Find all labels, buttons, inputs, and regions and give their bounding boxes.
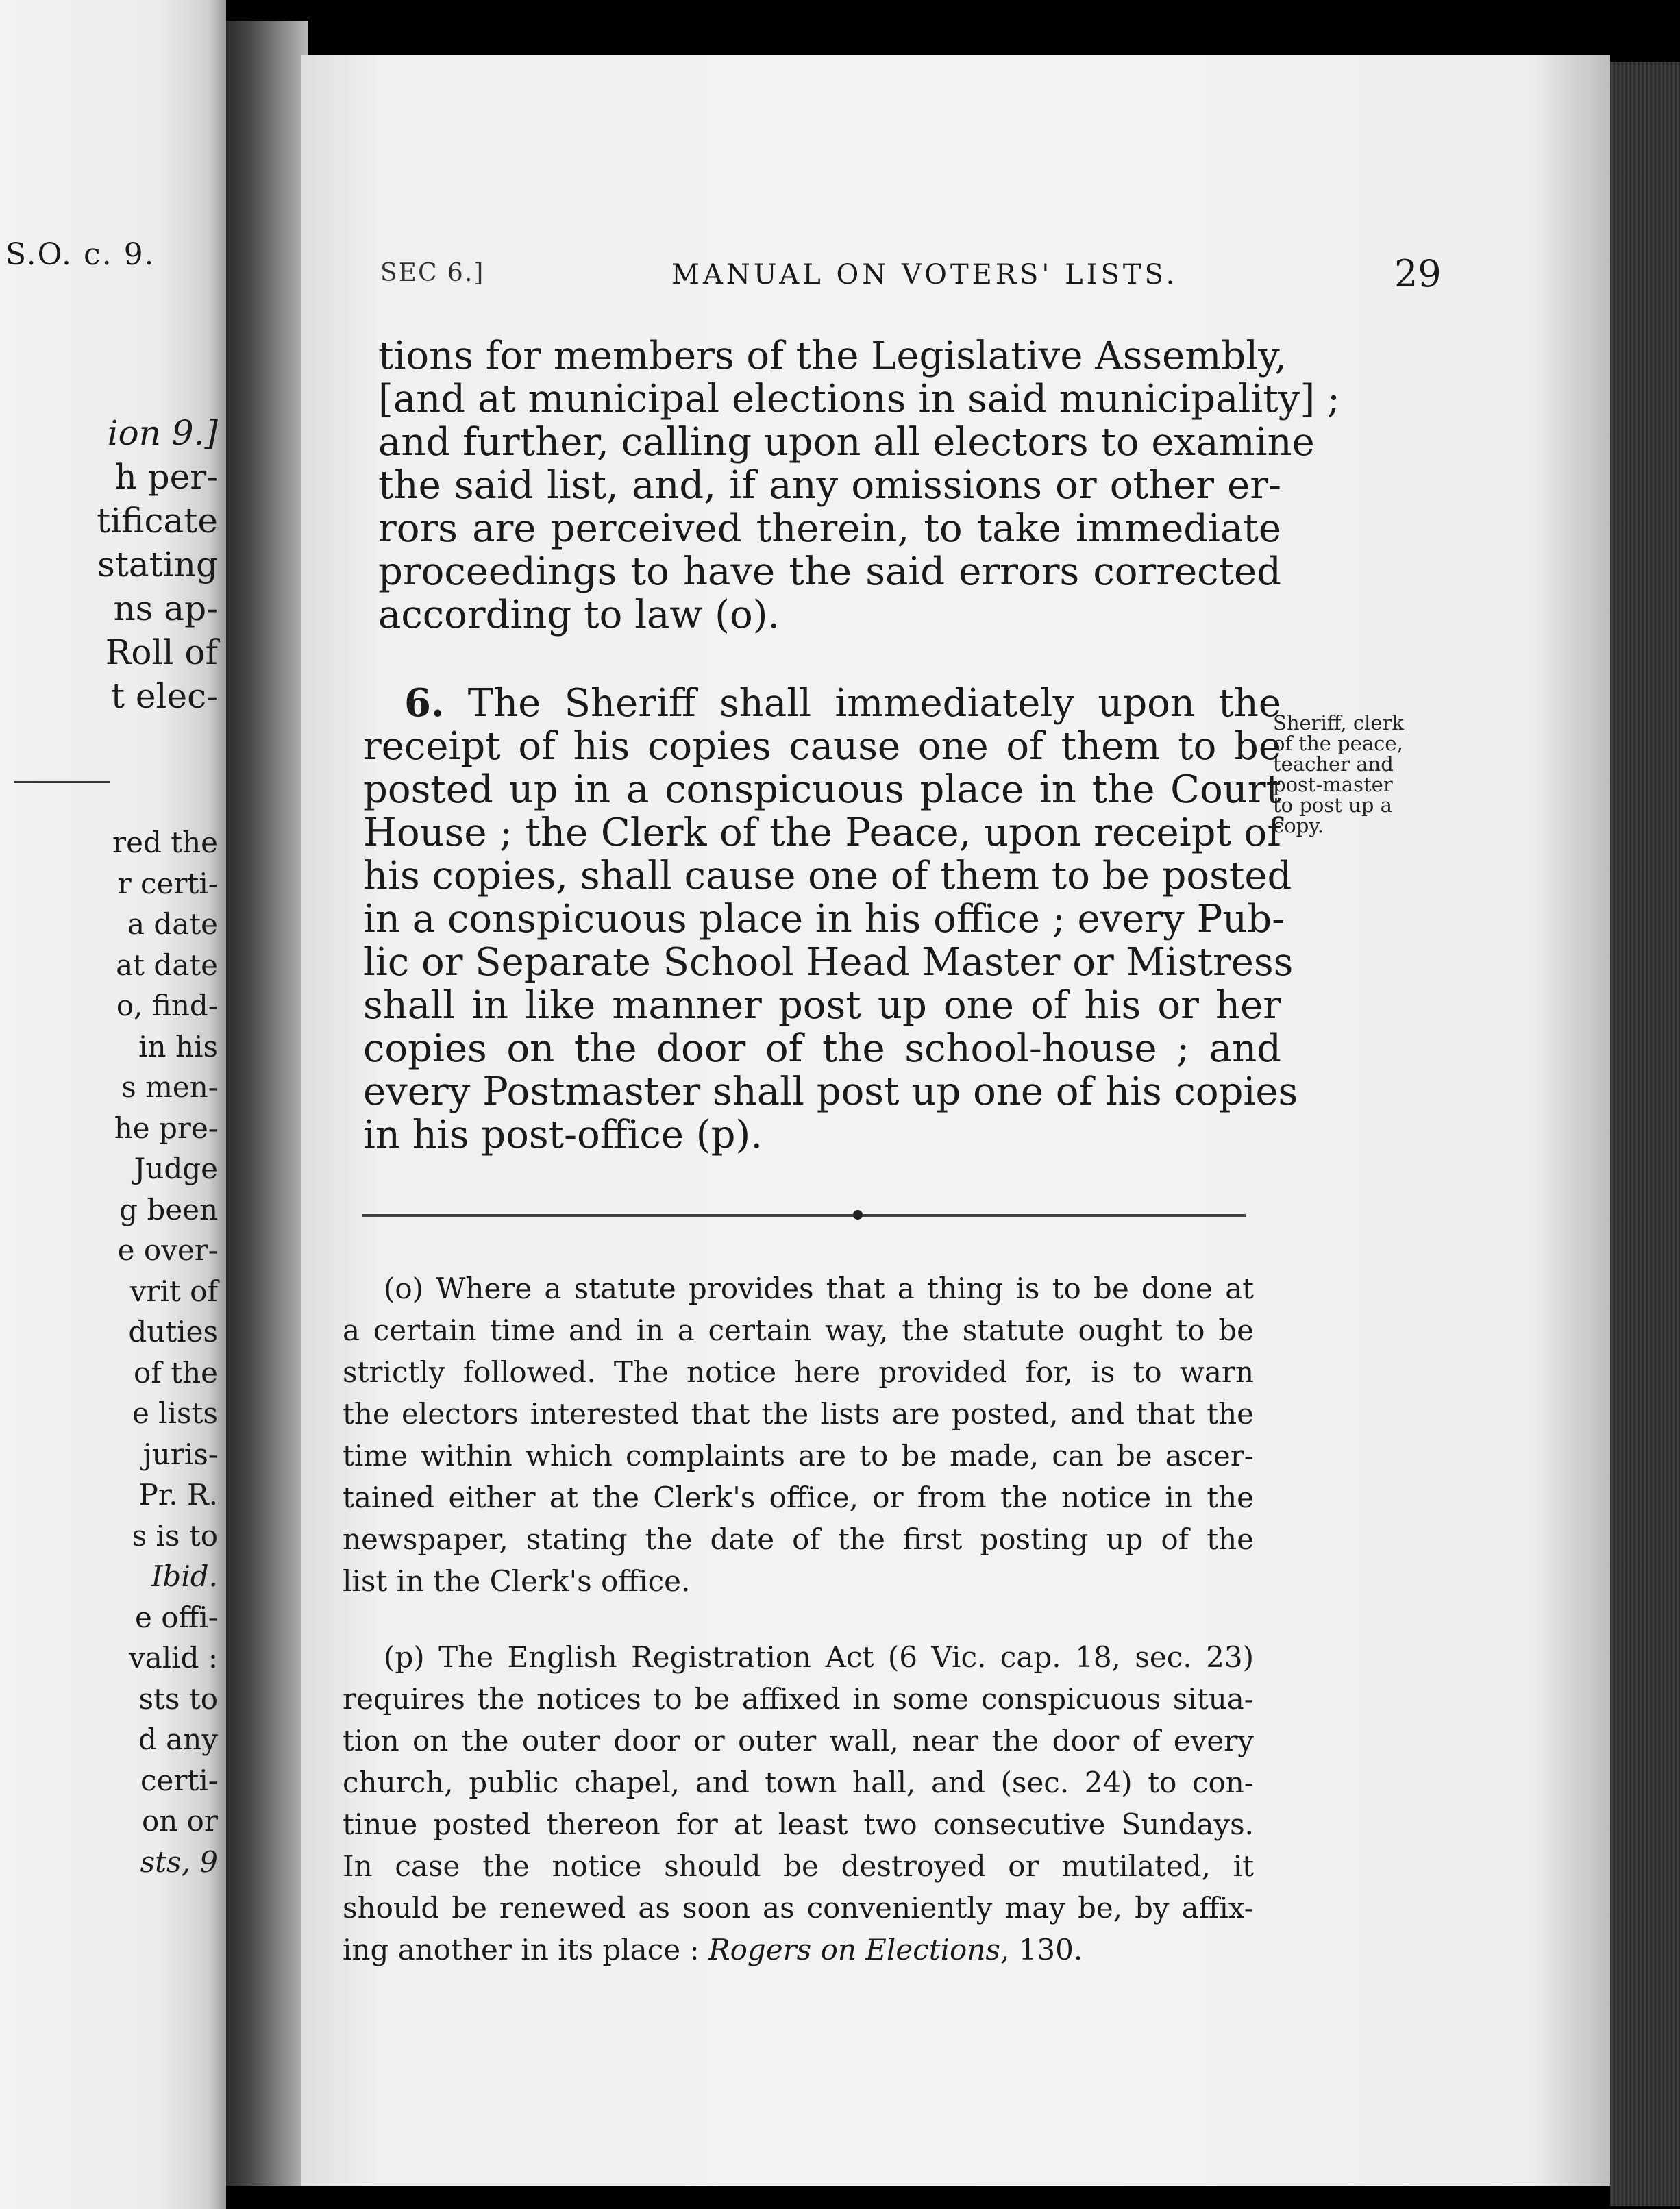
left-text-line: Ibid. xyxy=(151,1559,218,1593)
page-number: 29 xyxy=(1394,252,1442,295)
footnote-line: tained either at the Clerk's office, or from the notice in the xyxy=(343,1481,1254,1514)
left-text-line: valid : xyxy=(128,1641,218,1675)
running-title: MANUAL ON VOTERS' LISTS. xyxy=(671,259,1178,291)
left-page-header: S.O. c. 9. xyxy=(5,237,156,272)
footnote-line: strictly followed. The notice here provided for, is to warn xyxy=(343,1355,1254,1389)
text-line: shall in like manner post up one of his or her xyxy=(363,983,1281,1028)
citation: Rogers on Elections xyxy=(708,1933,1000,1966)
footnote-line: list in the Clerk's office. xyxy=(343,1564,691,1598)
footnote-line: tion on the outer door or outer wall, near the door of every xyxy=(343,1724,1254,1757)
text-line: House ; the Clerk of the Peace, upon receipt of xyxy=(363,811,1281,855)
section-reference: SEC 6.] xyxy=(380,259,485,287)
left-text-line: ns ap- xyxy=(113,589,218,628)
left-text-line: Roll of xyxy=(105,632,218,672)
left-text-line: o, find- xyxy=(116,989,218,1022)
left-text-line: sts, 9 xyxy=(140,1844,218,1879)
footnote-line xyxy=(343,1929,1254,1971)
text-line: proceedings to have the said errors corrected xyxy=(378,550,1281,594)
page-edges xyxy=(1610,62,1680,2206)
footnote-text: ing another in its place : xyxy=(343,1933,708,1966)
text-line: in a conspicuous place in his office ; every Pub- xyxy=(363,897,1285,941)
left-text-line: red the xyxy=(112,826,218,859)
text-line: tions for members of the Legislative Assembly, xyxy=(378,334,1287,378)
left-text-line: h per- xyxy=(114,457,218,497)
footnote-line: should be renewed as soon as conveniently may be, by affix- xyxy=(343,1891,1254,1925)
left-text-line: e offi- xyxy=(135,1600,218,1634)
left-text-line: he pre- xyxy=(114,1111,218,1145)
footnote-line: (o) Where a statute provides that a thing is to be done at xyxy=(384,1272,1254,1305)
left-page-footnote-text xyxy=(7,822,226,1882)
footnote-rule xyxy=(362,1214,1246,1217)
left-text-line: s is to xyxy=(132,1518,218,1553)
footnotes xyxy=(343,1268,1254,1971)
text-line: lic or Separate School Head Master or Mistress xyxy=(363,940,1294,985)
left-text-line: t elec- xyxy=(110,676,218,716)
left-text-line: s men- xyxy=(121,1070,218,1104)
text-line: his copies, shall cause one of them to be posted xyxy=(363,854,1292,898)
footnote-rule-ornament xyxy=(853,1210,863,1220)
left-text-line: d any xyxy=(138,1723,218,1756)
left-footnote-rule xyxy=(14,781,110,783)
text-line: [and at municipal elections in said municipality] ; xyxy=(378,377,1340,421)
footnote-line: In case the notice should be destroyed or mutilated, it xyxy=(343,1849,1254,1883)
text-line: the said list, and, if any omissions or other er- xyxy=(378,463,1281,508)
left-text-line: certi- xyxy=(140,1763,218,1797)
left-text-line: Judge xyxy=(134,1152,218,1185)
footnote-line: a certain time and in a certain way, the statute ought to be xyxy=(343,1313,1254,1347)
left-text-line: stating xyxy=(97,545,218,584)
left-text-line: tificate xyxy=(97,501,218,541)
text-line: every Postmaster shall post up one of his copies xyxy=(363,1070,1298,1114)
paragraph-continued xyxy=(378,334,1340,637)
footnote-line: (p) The English Registration Act (6 Vic. cap. 18, sec. 23) xyxy=(384,1640,1254,1674)
text-line: according to law (o). xyxy=(378,593,780,637)
footnote-line: the electors interested that the lists are posted, and that the xyxy=(343,1397,1254,1431)
footnote-o xyxy=(343,1268,1254,1602)
marginal-note: Sheriff, clerk of the peace, teacher and post-master to post up a copy. xyxy=(1273,711,1404,837)
footnote-text: , 130. xyxy=(1000,1933,1083,1966)
left-text-line: duties xyxy=(128,1315,218,1348)
footnote-line: newspaper, stating the date of the first posting up of the xyxy=(343,1522,1254,1556)
section-6-paragraph xyxy=(363,680,1298,1157)
text-line: and further, calling upon all electors to examine xyxy=(378,420,1315,465)
left-text-line: r certi- xyxy=(117,866,218,900)
left-text-line: Pr. R. xyxy=(138,1478,218,1511)
left-text-line: sts to xyxy=(138,1681,218,1716)
left-text-line: at date xyxy=(116,948,218,982)
first-line-text: The Sheriff shall immediately upon the xyxy=(444,681,1281,726)
footnote-p xyxy=(343,1636,1254,1971)
left-text-line: g been xyxy=(119,1192,218,1226)
left-text-line: e lists xyxy=(132,1396,218,1430)
footnote-line: time within which complaints are to be made, can be ascer- xyxy=(343,1439,1254,1472)
left-page-top-text xyxy=(7,411,226,718)
text-line: posted up in a conspicuous place in the Court xyxy=(363,767,1281,812)
footnote-line: requires the notices to be affixed in some conspicuous situa- xyxy=(343,1682,1254,1716)
footnote-line: tinue posted thereon for at least two consecutive Sundays. xyxy=(343,1807,1254,1841)
left-text-line: e over- xyxy=(117,1233,218,1267)
section-number: 6. xyxy=(404,680,445,726)
running-head xyxy=(380,252,1442,303)
left-text-line: vrit of xyxy=(129,1274,218,1308)
left-text-line: of the xyxy=(134,1355,218,1390)
left-page-fragment xyxy=(0,0,226,2209)
left-text-line: on or xyxy=(141,1804,218,1838)
text-line: in his post-office (p). xyxy=(363,1113,763,1157)
footnote-line: church, public chapel, and town hall, and (sec. 24) to con- xyxy=(343,1766,1254,1799)
left-text-line: in his xyxy=(138,1029,218,1063)
text-line xyxy=(363,682,1281,725)
left-text-line: a date xyxy=(127,907,218,941)
text-line: copies on the door of the school-house ; and xyxy=(363,1026,1281,1071)
book-gutter xyxy=(226,21,308,2186)
text-line: rors are perceived therein, to take immediate xyxy=(378,506,1281,551)
text-line: receipt of his copies cause one of them to be xyxy=(363,724,1281,769)
left-text-line: ion 9.] xyxy=(107,413,218,453)
left-text-line: juris- xyxy=(143,1437,218,1471)
